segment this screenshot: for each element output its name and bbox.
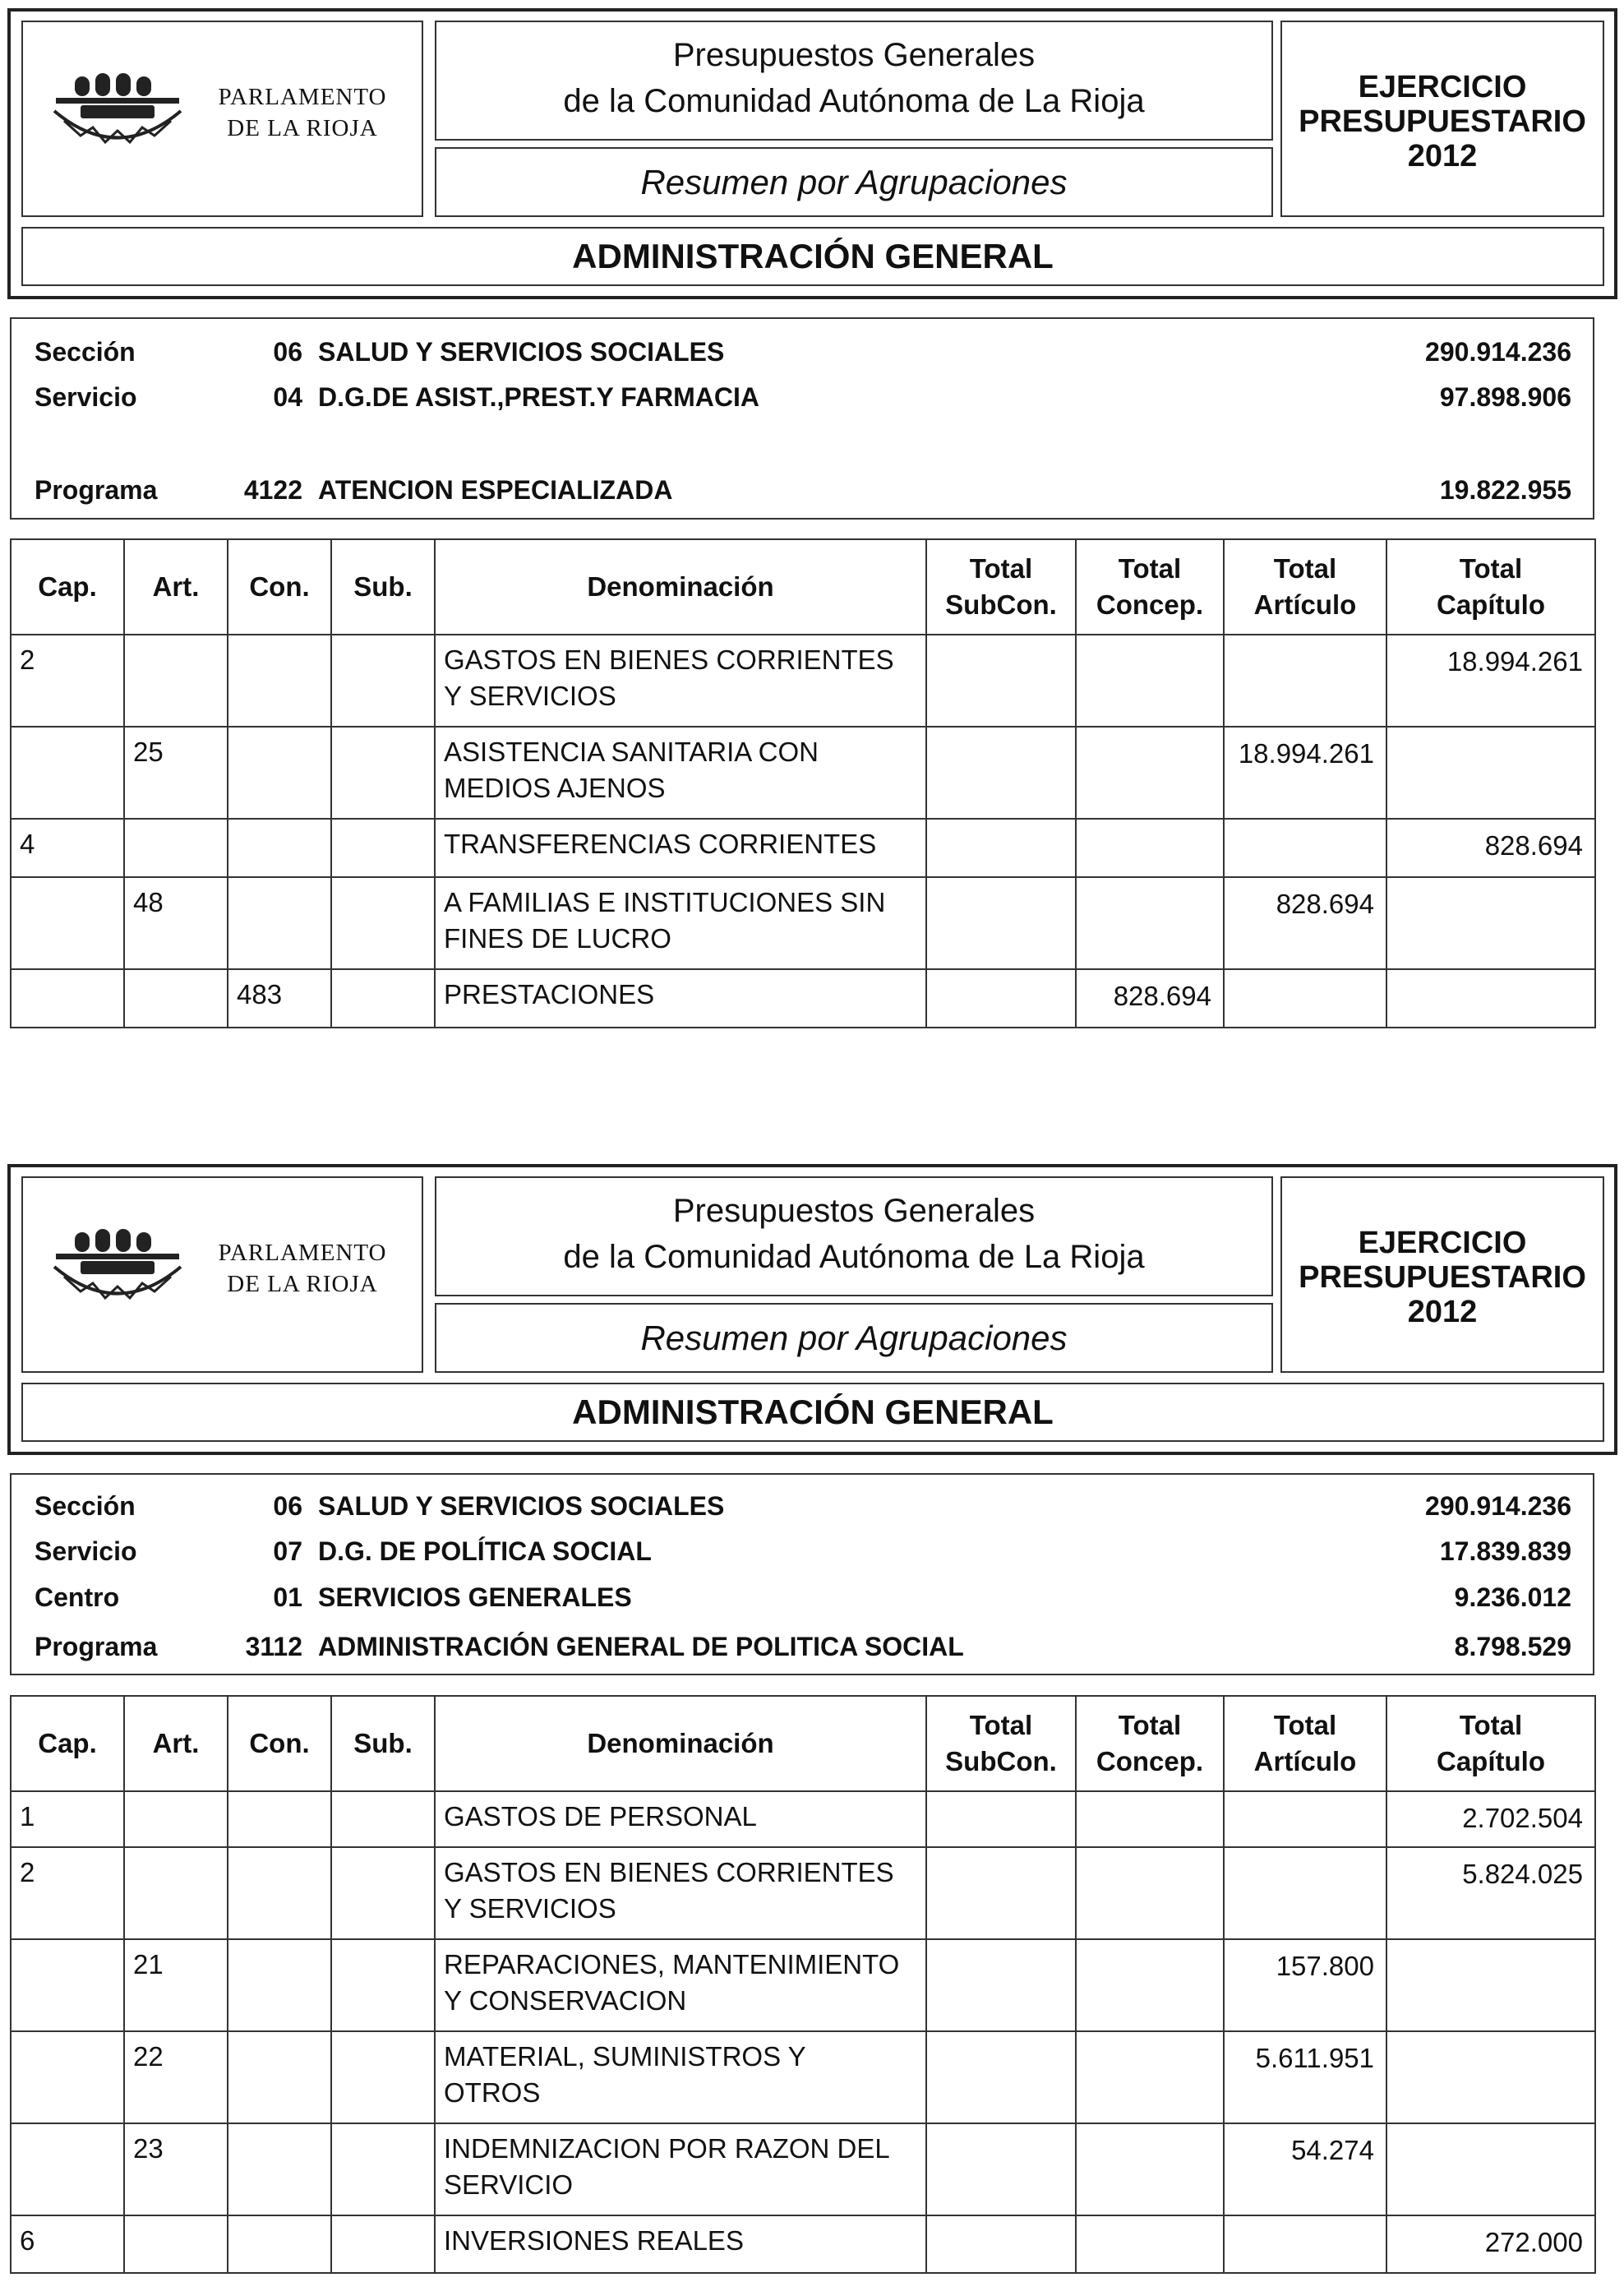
- cell-art: 21: [124, 1939, 228, 2031]
- cell-articulo: 18.994.261: [1224, 727, 1386, 819]
- cell-capitulo: [1386, 1939, 1595, 2031]
- table-row: [11, 635, 1595, 727]
- den-line2: MEDIOS AJENOS: [444, 773, 666, 803]
- info-row-programa: [12, 1632, 1593, 1670]
- table-row: [11, 727, 1595, 819]
- cell-sub: [331, 1939, 435, 2031]
- page-title-line2: de la Comunidad Autónoma de La Rioja: [563, 1239, 1145, 1275]
- page1-info-box: [10, 317, 1594, 520]
- cell-cap: 2: [11, 635, 124, 727]
- info-code: 3112: [245, 1632, 302, 1661]
- cell-cap: 2: [11, 1847, 124, 1939]
- info-row-servicio: [12, 382, 1593, 420]
- page2-logo-box: [21, 1176, 423, 1373]
- cell-articulo: 157.800: [1224, 1939, 1386, 2031]
- den-line2: OTROS: [444, 2077, 541, 2108]
- cell-subcon: [926, 635, 1076, 727]
- page2-title-box: [435, 1176, 1273, 1296]
- cell-capitulo: 272.000: [1386, 2215, 1595, 2273]
- parliament-logo-icon: [48, 62, 187, 152]
- table-row: [11, 2123, 1595, 2215]
- page-subtitle: Resumen por Agrupaciones: [640, 1319, 1068, 1357]
- den-line1: A FAMILIAS E INSTITUCIONES SIN: [444, 887, 886, 917]
- col-label-line1: Total: [969, 553, 1033, 584]
- cell-subcon: [926, 819, 1076, 877]
- col-total-concep: [1076, 539, 1224, 635]
- col-total-articulo: [1224, 539, 1386, 635]
- cell-con: [228, 2215, 331, 2273]
- cell-sub: [331, 1791, 435, 1847]
- table-row: [11, 1939, 1595, 2031]
- info-name: D.G.DE ASIST.,PREST.Y FARMACIA: [318, 382, 759, 412]
- cell-subcon: [926, 1847, 1076, 1939]
- ejercicio-label: EJERCICIO: [1358, 1226, 1527, 1260]
- den-line1: PRESTACIONES: [444, 979, 655, 1009]
- col-denominacion: Denominación: [435, 1696, 926, 1791]
- cell-concep: [1076, 2031, 1224, 2123]
- info-name: SALUD Y SERVICIOS SOCIALES: [318, 337, 725, 367]
- info-label: Programa: [35, 475, 158, 505]
- cell-cap: [11, 2123, 124, 2215]
- col-label-line1: Total: [1118, 1710, 1182, 1740]
- info-code: 06: [273, 337, 302, 367]
- logo-text-line1: PARLAMENTO: [218, 84, 387, 110]
- col-art: Art.: [124, 539, 228, 635]
- col-label-line1: Total: [1273, 553, 1337, 584]
- page1-ejercicio-box: [1280, 21, 1604, 217]
- den-line1: REPARACIONES, MANTENIMIENTO: [444, 1949, 900, 1979]
- cell-sub: [331, 2215, 435, 2273]
- cell-art: [124, 635, 228, 727]
- logo-text-line1: PARLAMENTO: [218, 1240, 387, 1266]
- col-label-line1: Total: [1273, 1710, 1337, 1740]
- col-label-line1: Total: [969, 1710, 1033, 1740]
- cell-sub: [331, 727, 435, 819]
- den-line1: GASTOS DE PERSONAL: [444, 1801, 757, 1832]
- col-label-line2: SubCon.: [945, 589, 1057, 620]
- ejercicio-year: 2012: [1407, 1295, 1478, 1329]
- cell-denominacion: [435, 1939, 926, 2031]
- info-name: ADMINISTRACIÓN GENERAL DE POLITICA SOCIAL: [318, 1632, 964, 1661]
- cell-capitulo: [1386, 969, 1595, 1028]
- ejercicio-year: 2012: [1407, 139, 1478, 173]
- info-code: 01: [273, 1582, 302, 1612]
- cell-cap: [11, 727, 124, 819]
- cell-cap: 4: [11, 819, 124, 877]
- col-label-line2: SubCon.: [945, 1746, 1057, 1776]
- cell-art: [124, 1847, 228, 1939]
- cell-denominacion: [435, 635, 926, 727]
- cell-subcon: [926, 1791, 1076, 1847]
- cell-art: [124, 819, 228, 877]
- info-label: Programa: [35, 1632, 158, 1661]
- cell-sub: [331, 969, 435, 1028]
- den-line1: MATERIAL, SUMINISTROS Y: [444, 2041, 806, 2072]
- cell-capitulo: [1386, 727, 1595, 819]
- col-label-line2: Capítulo: [1437, 589, 1545, 620]
- page1-title-box: [435, 21, 1273, 141]
- page-title-line1: Presupuestos Generales: [672, 37, 1036, 73]
- logo-text: [191, 1237, 413, 1300]
- cell-art: 23: [124, 2123, 228, 2215]
- cell-subcon: [926, 2031, 1076, 2123]
- info-amount: 97.898.906: [1439, 382, 1571, 412]
- cell-cap: 6: [11, 2215, 124, 2273]
- info-row-programa: [12, 475, 1593, 513]
- cell-subcon: [926, 2123, 1076, 2215]
- cell-articulo: [1224, 819, 1386, 877]
- info-name: SERVICIOS GENERALES: [318, 1582, 632, 1612]
- table-row: [11, 1791, 1595, 1847]
- table-row: [11, 819, 1595, 877]
- col-cap: Cap.: [11, 1696, 124, 1791]
- cell-sub: [331, 1847, 435, 1939]
- info-code: 06: [273, 1491, 302, 1521]
- info-amount: 19.822.955: [1439, 475, 1571, 505]
- info-row-seccion: [12, 1491, 1593, 1529]
- den-line2: Y SERVICIOS: [444, 1893, 616, 1924]
- cell-art: [124, 1791, 228, 1847]
- cell-con: [228, 877, 331, 969]
- cell-art: 48: [124, 877, 228, 969]
- info-label: Servicio: [35, 1536, 137, 1566]
- cell-cap: 1: [11, 1791, 124, 1847]
- cell-denominacion: [435, 2123, 926, 2215]
- cell-denominacion: [435, 1847, 926, 1939]
- cell-denominacion: [435, 877, 926, 969]
- den-line2: Y CONSERVACION: [444, 1985, 687, 2016]
- table-header-row: [11, 1696, 1595, 1791]
- cell-subcon: [926, 1939, 1076, 2031]
- cell-denominacion: [435, 1791, 926, 1847]
- cell-sub: [331, 2123, 435, 2215]
- col-sub: Sub.: [331, 539, 435, 635]
- cell-articulo: [1224, 1847, 1386, 1939]
- den-line1: TRANSFERENCIAS CORRIENTES: [444, 829, 877, 859]
- cell-articulo: 828.694: [1224, 877, 1386, 969]
- col-label-line1: Total: [1459, 1710, 1523, 1740]
- page2-ejercicio-box: [1280, 1176, 1604, 1373]
- logo-text-line2: DE LA RIOJA: [227, 1271, 378, 1297]
- info-amount: 290.914.236: [1425, 337, 1571, 367]
- table-row: [11, 969, 1595, 1028]
- page2-admin-box: [21, 1383, 1604, 1442]
- cell-capitulo: 828.694: [1386, 819, 1595, 877]
- cell-articulo: [1224, 969, 1386, 1028]
- cell-capitulo: [1386, 2123, 1595, 2215]
- page-title-line1: Presupuestos Generales: [672, 1193, 1036, 1229]
- logo-text: [191, 81, 413, 144]
- info-row-centro: [12, 1582, 1593, 1620]
- cell-art: [124, 2215, 228, 2273]
- cell-con: [228, 1939, 331, 2031]
- col-art: Art.: [124, 1696, 228, 1791]
- den-line1: GASTOS EN BIENES CORRIENTES: [444, 1857, 894, 1887]
- cell-subcon: [926, 727, 1076, 819]
- cell-sub: [331, 635, 435, 727]
- cell-concep: [1076, 727, 1224, 819]
- cell-concep: [1076, 2215, 1224, 2273]
- cell-con: [228, 727, 331, 819]
- col-total-subcon: [926, 539, 1076, 635]
- page1-subtitle-box: [435, 147, 1273, 217]
- den-line1: INVERSIONES REALES: [444, 2225, 744, 2256]
- col-total-capitulo: [1386, 1696, 1595, 1791]
- den-line1: INDEMNIZACION POR RAZON DEL: [444, 2133, 890, 2164]
- cell-sub: [331, 2031, 435, 2123]
- cell-capitulo: [1386, 2031, 1595, 2123]
- cell-con: [228, 1791, 331, 1847]
- col-label-line2: Concep.: [1096, 1746, 1204, 1776]
- cell-sub: [331, 819, 435, 877]
- den-line2: Y SERVICIOS: [444, 681, 616, 711]
- cell-capitulo: 2.702.504: [1386, 1791, 1595, 1847]
- cell-cap: [11, 877, 124, 969]
- info-name: SALUD Y SERVICIOS SOCIALES: [318, 1491, 725, 1521]
- den-line1: GASTOS EN BIENES CORRIENTES: [444, 644, 894, 675]
- info-label: Sección: [35, 337, 136, 367]
- cell-con: [228, 819, 331, 877]
- cell-con: [228, 635, 331, 727]
- cell-denominacion: [435, 727, 926, 819]
- presupuestario-label: PRESUPUESTARIO: [1299, 104, 1586, 139]
- cell-denominacion: [435, 2031, 926, 2123]
- den-line2: FINES DE LUCRO: [444, 923, 671, 954]
- page1-logo-box: [21, 21, 423, 217]
- cell-concep: [1076, 877, 1224, 969]
- cell-articulo: 54.274: [1224, 2123, 1386, 2215]
- table-row: [11, 1847, 1595, 1939]
- info-amount: 290.914.236: [1425, 1491, 1571, 1521]
- page-subtitle: Resumen por Agrupaciones: [640, 163, 1068, 201]
- page2-subtitle-box: [435, 1303, 1273, 1373]
- table-row: [11, 877, 1595, 969]
- cell-art: 22: [124, 2031, 228, 2123]
- cell-articulo: [1224, 2215, 1386, 2273]
- cell-concep: [1076, 1847, 1224, 1939]
- col-con: Con.: [228, 1696, 331, 1791]
- col-total-capitulo: [1386, 539, 1595, 635]
- cell-con: [228, 2123, 331, 2215]
- info-label: Servicio: [35, 382, 137, 412]
- info-amount: 17.839.839: [1439, 1536, 1571, 1566]
- cell-capitulo: [1386, 877, 1595, 969]
- den-line2: SERVICIO: [444, 2169, 574, 2200]
- cell-subcon: [926, 877, 1076, 969]
- col-con: Con.: [228, 539, 331, 635]
- col-label-line2: Artículo: [1253, 589, 1357, 620]
- col-total-concep: [1076, 1696, 1224, 1791]
- admin-title: ADMINISTRACIÓN GENERAL: [572, 1393, 1054, 1431]
- info-amount: 8.798.529: [1454, 1632, 1571, 1661]
- cell-subcon: [926, 969, 1076, 1028]
- cell-con: [228, 1847, 331, 1939]
- col-sub: Sub.: [331, 1696, 435, 1791]
- info-name: ATENCION ESPECIALIZADA: [318, 475, 673, 505]
- info-name: D.G. DE POLÍTICA SOCIAL: [318, 1536, 652, 1566]
- col-label-line2: Concep.: [1096, 589, 1204, 620]
- parliament-logo-icon: [48, 1217, 187, 1308]
- den-line1: ASISTENCIA SANITARIA CON: [444, 737, 819, 767]
- col-denominacion: Denominación: [435, 539, 926, 635]
- cell-sub: [331, 877, 435, 969]
- info-row-seccion: [12, 337, 1593, 375]
- info-code: 07: [273, 1536, 302, 1566]
- col-label-line2: Capítulo: [1437, 1746, 1545, 1776]
- page1-admin-box: [21, 227, 1604, 286]
- col-total-articulo: [1224, 1696, 1386, 1791]
- page2-budget-table: [10, 1695, 1596, 2274]
- cell-concep: [1076, 2123, 1224, 2215]
- cell-concep: [1076, 1939, 1224, 2031]
- info-code: 4122: [243, 475, 302, 505]
- table-row: [11, 2031, 1595, 2123]
- cell-con: [228, 2031, 331, 2123]
- info-code: 04: [273, 382, 302, 412]
- ejercicio-label: EJERCICIO: [1358, 70, 1527, 104]
- cell-capitulo: 5.824.025: [1386, 1847, 1595, 1939]
- cell-concep: [1076, 819, 1224, 877]
- cell-concep: 828.694: [1076, 969, 1224, 1028]
- table-header-row: [11, 539, 1595, 635]
- admin-title: ADMINISTRACIÓN GENERAL: [572, 237, 1054, 275]
- cell-art: 25: [124, 727, 228, 819]
- cell-subcon: [926, 2215, 1076, 2273]
- cell-articulo: 5.611.951: [1224, 2031, 1386, 2123]
- col-cap: Cap.: [11, 539, 124, 635]
- col-label-line1: Total: [1118, 553, 1182, 584]
- cell-denominacion: [435, 819, 926, 877]
- cell-cap: [11, 1939, 124, 2031]
- table-row: [11, 2215, 1595, 2273]
- cell-cap: [11, 969, 124, 1028]
- cell-denominacion: [435, 969, 926, 1028]
- cell-articulo: [1224, 1791, 1386, 1847]
- cell-art: [124, 969, 228, 1028]
- page2-info-box: [10, 1473, 1594, 1675]
- cell-articulo: [1224, 635, 1386, 727]
- cell-cap: [11, 2031, 124, 2123]
- col-label-line1: Total: [1459, 553, 1523, 584]
- info-label: Sección: [35, 1491, 136, 1521]
- cell-concep: [1076, 635, 1224, 727]
- page1-budget-table: [10, 538, 1596, 1028]
- col-total-subcon: [926, 1696, 1076, 1791]
- logo-text-line2: DE LA RIOJA: [227, 115, 378, 141]
- col-label-line2: Artículo: [1253, 1746, 1357, 1776]
- presupuestario-label: PRESUPUESTARIO: [1299, 1260, 1586, 1295]
- cell-concep: [1076, 1791, 1224, 1847]
- info-label: Centro: [35, 1582, 120, 1612]
- info-amount: 9.236.012: [1454, 1582, 1571, 1612]
- page-title-line2: de la Comunidad Autónoma de La Rioja: [563, 83, 1145, 119]
- cell-con: 483: [228, 969, 331, 1028]
- info-row-servicio: [12, 1536, 1593, 1574]
- cell-capitulo: 18.994.261: [1386, 635, 1595, 727]
- cell-denominacion: [435, 2215, 926, 2273]
